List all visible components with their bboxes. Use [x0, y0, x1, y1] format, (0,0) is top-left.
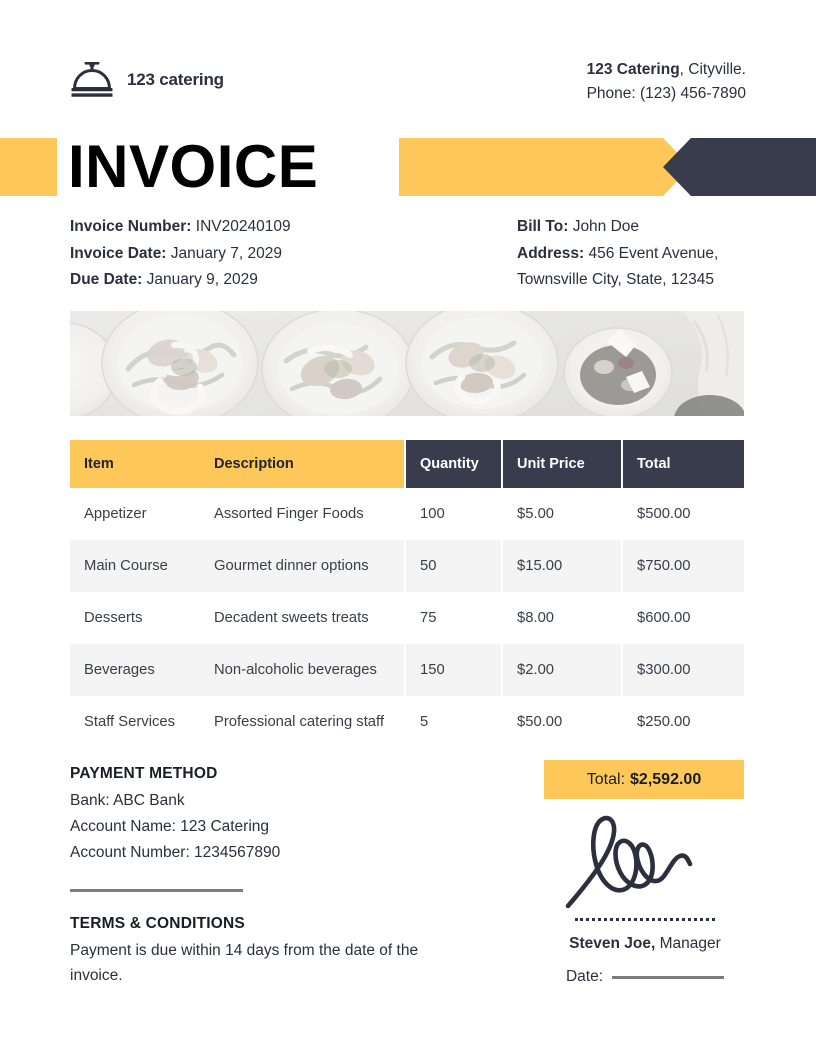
address-row: [517, 241, 777, 268]
cell-unit-price: $15.00: [502, 540, 622, 592]
table-row: [70, 488, 744, 540]
company-location: , Cityville.: [679, 61, 746, 78]
table-row: [70, 592, 744, 644]
cell-total: $600.00: [622, 592, 744, 644]
cell-quantity: 100: [405, 488, 502, 540]
invoice-date-value: January 7, 2029: [170, 244, 282, 262]
column-header-item: Item: [70, 440, 200, 488]
terms-body: Payment is due within 14 days from the date of the invoice.: [70, 942, 419, 985]
cell-unit-price: $2.00: [502, 644, 622, 696]
cell-total: $300.00: [622, 644, 744, 696]
payment-account-name: Account Name: 123 Catering: [70, 818, 270, 836]
bill-to-row: [517, 214, 777, 241]
cell-unit-price: $5.00: [502, 488, 622, 540]
invoice-date-row: [70, 241, 291, 268]
column-header-unit-price: Unit Price: [502, 440, 622, 488]
cell-description: Gourmet dinner options: [200, 540, 405, 592]
page-header: [70, 58, 746, 114]
column-header-quantity: Quantity: [405, 440, 502, 488]
invoice-details: [70, 214, 291, 294]
cell-item: Staff Services: [70, 696, 200, 748]
table-header-row: [70, 440, 744, 488]
invoice-number-label: Invoice Number:: [70, 218, 192, 235]
cell-description: Decadent sweets treats: [200, 592, 405, 644]
payment-account-number: Account Number: 1234567890: [70, 844, 281, 862]
invoice-meta: [70, 214, 746, 304]
date-label: Date:: [565, 968, 604, 985]
column-header-description: Description: [200, 440, 405, 488]
brand: [70, 62, 224, 98]
banner-dark-band: [663, 138, 816, 196]
cell-description: Non-alcoholic beverages: [200, 644, 405, 696]
cell-description: Professional catering staff: [200, 696, 405, 748]
catering-food-photo: [70, 311, 744, 416]
cell-description: Assorted Finger Foods: [200, 488, 405, 540]
signature-block: [544, 812, 746, 986]
cell-quantity: 75: [405, 592, 502, 644]
brand-name: 123 catering: [127, 70, 224, 89]
table-row: [70, 696, 744, 748]
bill-to-details: [517, 214, 777, 294]
date-field: [544, 968, 746, 986]
table-header: [70, 440, 744, 488]
line-items-table: [70, 440, 744, 748]
cell-total: $500.00: [622, 488, 744, 540]
cell-quantity: 50: [405, 540, 502, 592]
company-phone: Phone: (123) 456-7890: [586, 85, 746, 103]
grand-total-badge: [544, 760, 744, 799]
cell-item: Appetizer: [70, 488, 200, 540]
bill-to-value: John Doe: [572, 218, 640, 235]
cell-item: Main Course: [70, 540, 200, 592]
cell-quantity: 150: [405, 644, 502, 696]
signatory: [544, 935, 746, 953]
table-row: [70, 644, 744, 696]
invoice-banner: [0, 133, 816, 200]
payment-method-section: [70, 765, 470, 892]
cell-unit-price: $50.00: [502, 696, 622, 748]
company-contact: [587, 58, 746, 106]
banner-left-accent: [0, 138, 57, 196]
address-line2: Townsville City, State, 12345: [517, 271, 715, 289]
terms-section: [70, 915, 460, 988]
handwritten-signature-icon: [544, 812, 746, 912]
payment-bank: Bank: ABC Bank: [70, 792, 185, 809]
cell-unit-price: $8.00: [502, 592, 622, 644]
cell-item: Desserts: [70, 592, 200, 644]
invoice-date-label: Invoice Date:: [70, 244, 167, 262]
signatory-name: Steven Joe,: [569, 935, 656, 952]
terms-heading: TERMS & CONDITIONS: [70, 915, 245, 932]
cell-item: Beverages: [70, 644, 200, 696]
cell-quantity: 5: [405, 696, 502, 748]
signatory-role: Manager: [655, 935, 721, 952]
invoice-number-value: INV20240109: [195, 218, 291, 235]
company-name-line: [587, 58, 746, 82]
service-bell-icon: [70, 62, 114, 98]
section-divider: [70, 889, 243, 892]
invoice-number-row: [70, 214, 291, 241]
total-amount: $2,592.00: [630, 770, 702, 788]
company-name: 123 Catering: [586, 61, 680, 78]
address-value: 456 Event Avenue,: [588, 244, 719, 262]
bill-to-label: Bill To:: [517, 218, 569, 235]
due-date-label: Due Date:: [70, 271, 143, 289]
payment-method-heading: PAYMENT METHOD: [70, 765, 218, 782]
signature-dotted-line: [575, 918, 715, 921]
page-title: INVOICE: [68, 135, 328, 199]
cell-total: $750.00: [622, 540, 744, 592]
date-write-line[interactable]: [612, 976, 724, 979]
address-label: Address:: [517, 244, 585, 262]
table-row: [70, 540, 744, 592]
cell-total: $250.00: [622, 696, 744, 748]
total-label: Total:: [586, 770, 626, 788]
column-header-total: Total: [622, 440, 744, 488]
due-date-row: [70, 267, 291, 294]
table-body: [70, 488, 744, 748]
banner-yellow-band: [399, 138, 691, 196]
due-date-value: January 9, 2029: [146, 271, 258, 289]
